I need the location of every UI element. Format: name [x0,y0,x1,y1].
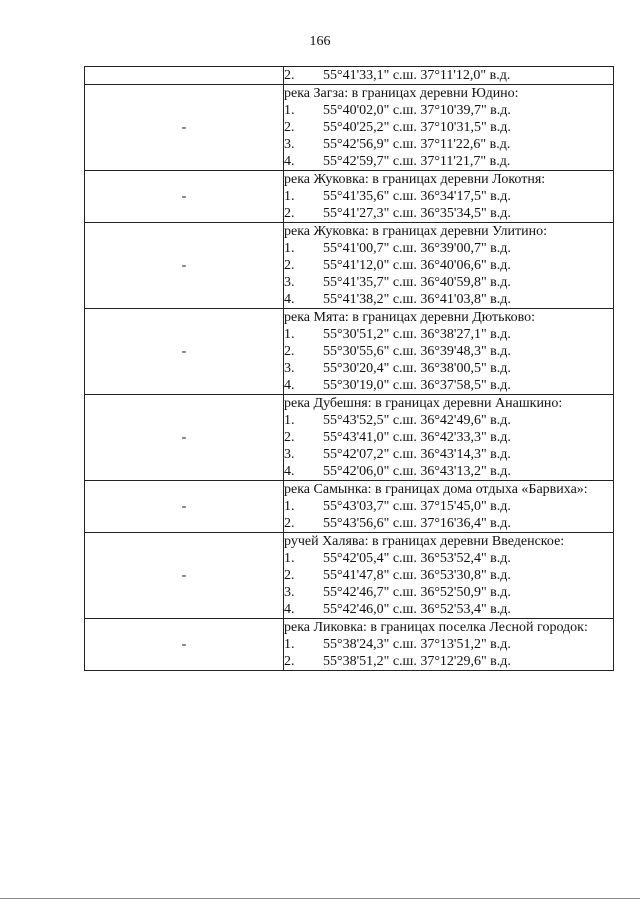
coordinate-point [284,205,613,222]
row-content-cell [284,619,614,671]
table-row [85,67,614,85]
water-body-heading: ручей Халява: в границах деревни Введенское: [284,534,565,549]
coordinate-point [284,412,613,429]
point-coordinates: 55°43'52,5" с.ш. 36°42'49,6" в.д. [323,413,511,428]
point-number: 4. [284,292,295,307]
point-number: 2. [284,120,295,135]
water-body-heading: река Ликовка: в границах поселка Лесной городок: [284,620,588,635]
point-number: 2. [284,344,295,359]
row-label-cell [85,395,284,481]
row-content-cell [284,223,614,309]
coordinate-point [284,584,613,601]
coordinate-point [284,326,613,343]
point-number: 2. [284,430,295,445]
point-coordinates: 55°38'24,3" с.ш. 37°13'51,2" в.д. [323,637,511,652]
point-coordinates: 55°41'47,8" с.ш. 36°53'30,8" в.д. [323,568,511,583]
point-coordinates: 55°42'46,0" с.ш. 36°52'53,4" в.д. [323,602,511,617]
row-label-cell [85,85,284,171]
table-row [85,481,614,533]
point-coordinates: 55°30'19,0" с.ш. 36°37'58,5" в.д. [323,378,511,393]
point-coordinates: 55°40'02,0" с.ш. 37°10'39,7" в.д. [323,103,511,118]
row-label-cell [85,619,284,671]
coordinate-point [284,274,613,291]
point-coordinates: 55°43'41,0" с.ш. 36°42'33,3" в.д. [323,430,511,445]
point-number: 2. [284,516,295,531]
row-label-cell [85,481,284,533]
row-label-cell [85,223,284,309]
row-content-cell [284,171,614,223]
point-coordinates: 55°30'20,4" с.ш. 36°38'00,5" в.д. [323,361,511,376]
point-coordinates: 55°42'05,4" с.ш. 36°53'52,4" в.д. [323,551,511,566]
point-coordinates: 55°42'07,2" с.ш. 36°43'14,3" в.д. [323,447,511,462]
water-body-heading: река Дубешня: в границах деревни Анашкино: [284,396,563,411]
point-coordinates: 55°41'38,2" с.ш. 36°41'03,8" в.д. [323,292,511,307]
point-number: 3. [284,137,295,152]
coordinate-point [284,153,613,170]
coordinate-point [284,653,613,670]
water-body-heading: река Самынка: в границах дома отдыха «Барвиха»: [284,482,588,497]
row-label: - [181,188,187,204]
water-body-heading: река Жуковка: в границах деревни Локотня: [284,172,546,187]
table-row [85,309,614,395]
coordinate-point [284,67,613,84]
point-coordinates: 55°43'56,6" с.ш. 37°16'36,4" в.д. [323,516,511,531]
coordinate-point [284,498,613,515]
row-label: - [181,636,187,652]
point-number: 2. [284,206,295,221]
point-number: 3. [284,585,295,600]
coordinate-point [284,515,613,532]
point-number: 1. [284,189,295,204]
water-body-heading: река Мята: в границах деревни Дютьково: [284,310,536,325]
point-coordinates: 55°42'56,9" с.ш. 37°11'22,6" в.д. [323,137,511,152]
coordinate-point [284,240,613,257]
table-row [85,395,614,481]
coordinate-point [284,463,613,480]
point-coordinates: 55°41'33,1" с.ш. 37°11'12,0" в.д. [323,68,511,83]
scan-edge-line [0,898,640,899]
point-coordinates: 55°41'12,0" с.ш. 36°40'06,6" в.д. [323,258,511,273]
coordinate-point [284,188,613,205]
point-coordinates: 55°42'06,0" с.ш. 36°43'13,2" в.д. [323,464,511,479]
row-label-cell [85,309,284,395]
point-number: 2. [284,654,295,669]
row-label: - [181,567,187,583]
coordinate-point [284,360,613,377]
row-label: - [181,429,187,445]
point-number: 1. [284,499,295,514]
point-number: 4. [284,378,295,393]
point-coordinates: 55°38'51,2" с.ш. 37°12'29,6" в.д. [323,654,511,669]
row-label-cell [85,67,284,85]
point-coordinates: 55°41'35,6" с.ш. 36°34'17,5" в.д. [323,189,511,204]
page-number: 166 [309,34,331,49]
point-number: 1. [284,327,295,342]
coordinates-table [84,66,614,671]
point-number: 3. [284,275,295,290]
row-content-cell [284,395,614,481]
water-body-heading: река Жуковка: в границах деревни Улитино: [284,224,547,239]
point-number: 2. [284,568,295,583]
point-coordinates: 55°43'03,7" с.ш. 37°15'45,0" в.д. [323,499,511,514]
coordinate-point [284,550,613,567]
point-coordinates: 55°41'35,7" с.ш. 36°40'59,8" в.д. [323,275,511,290]
coordinate-point [284,136,613,153]
row-content-cell [284,481,614,533]
table-row [85,85,614,171]
point-number: 1. [284,637,295,652]
row-content-cell [284,85,614,171]
coordinate-point [284,119,613,136]
point-coordinates: 55°30'55,6" с.ш. 36°39'48,3" в.д. [323,344,511,359]
row-label-cell [85,533,284,619]
point-number: 3. [284,447,295,462]
point-coordinates: 55°30'51,2" с.ш. 36°38'27,1" в.д. [323,327,511,342]
point-number: 1. [284,413,295,428]
coordinate-point [284,102,613,119]
row-content-cell [284,309,614,395]
point-number: 3. [284,361,295,376]
point-number: 1. [284,241,295,256]
point-number: 1. [284,551,295,566]
point-number: 4. [284,464,295,479]
row-label: - [181,498,187,514]
row-content-cell [284,67,614,85]
coordinates-table-body [85,67,614,671]
table-row [85,223,614,309]
water-body-heading: река Загза: в границах деревни Юдино: [284,86,519,101]
table-row [85,619,614,671]
row-content-cell [284,533,614,619]
coordinate-point [284,429,613,446]
point-coordinates: 55°41'00,7" с.ш. 36°39'00,7" в.д. [323,241,511,256]
point-number: 2. [284,258,295,273]
coordinate-point [284,636,613,653]
point-coordinates: 55°42'46,7" с.ш. 36°52'50,9" в.д. [323,585,511,600]
coordinate-point [284,601,613,618]
point-number: 4. [284,602,295,617]
row-label-cell [85,171,284,223]
point-coordinates: 55°42'59,7" с.ш. 37°11'21,7" в.д. [323,154,511,169]
row-label: - [181,119,187,135]
coordinate-point [284,567,613,584]
coordinate-point [284,446,613,463]
table-row [85,533,614,619]
point-number: 2. [284,68,295,83]
row-label: - [181,257,187,273]
point-coordinates: 55°40'25,2" с.ш. 37°10'31,5" в.д. [323,120,511,135]
coordinate-point [284,257,613,274]
coordinate-point [284,377,613,394]
point-number: 4. [284,154,295,169]
point-number: 1. [284,103,295,118]
coordinate-point [284,343,613,360]
row-label: - [181,343,187,359]
coordinate-point [284,291,613,308]
point-coordinates: 55°41'27,3" с.ш. 36°35'34,5" в.д. [323,206,511,221]
table-row [85,171,614,223]
